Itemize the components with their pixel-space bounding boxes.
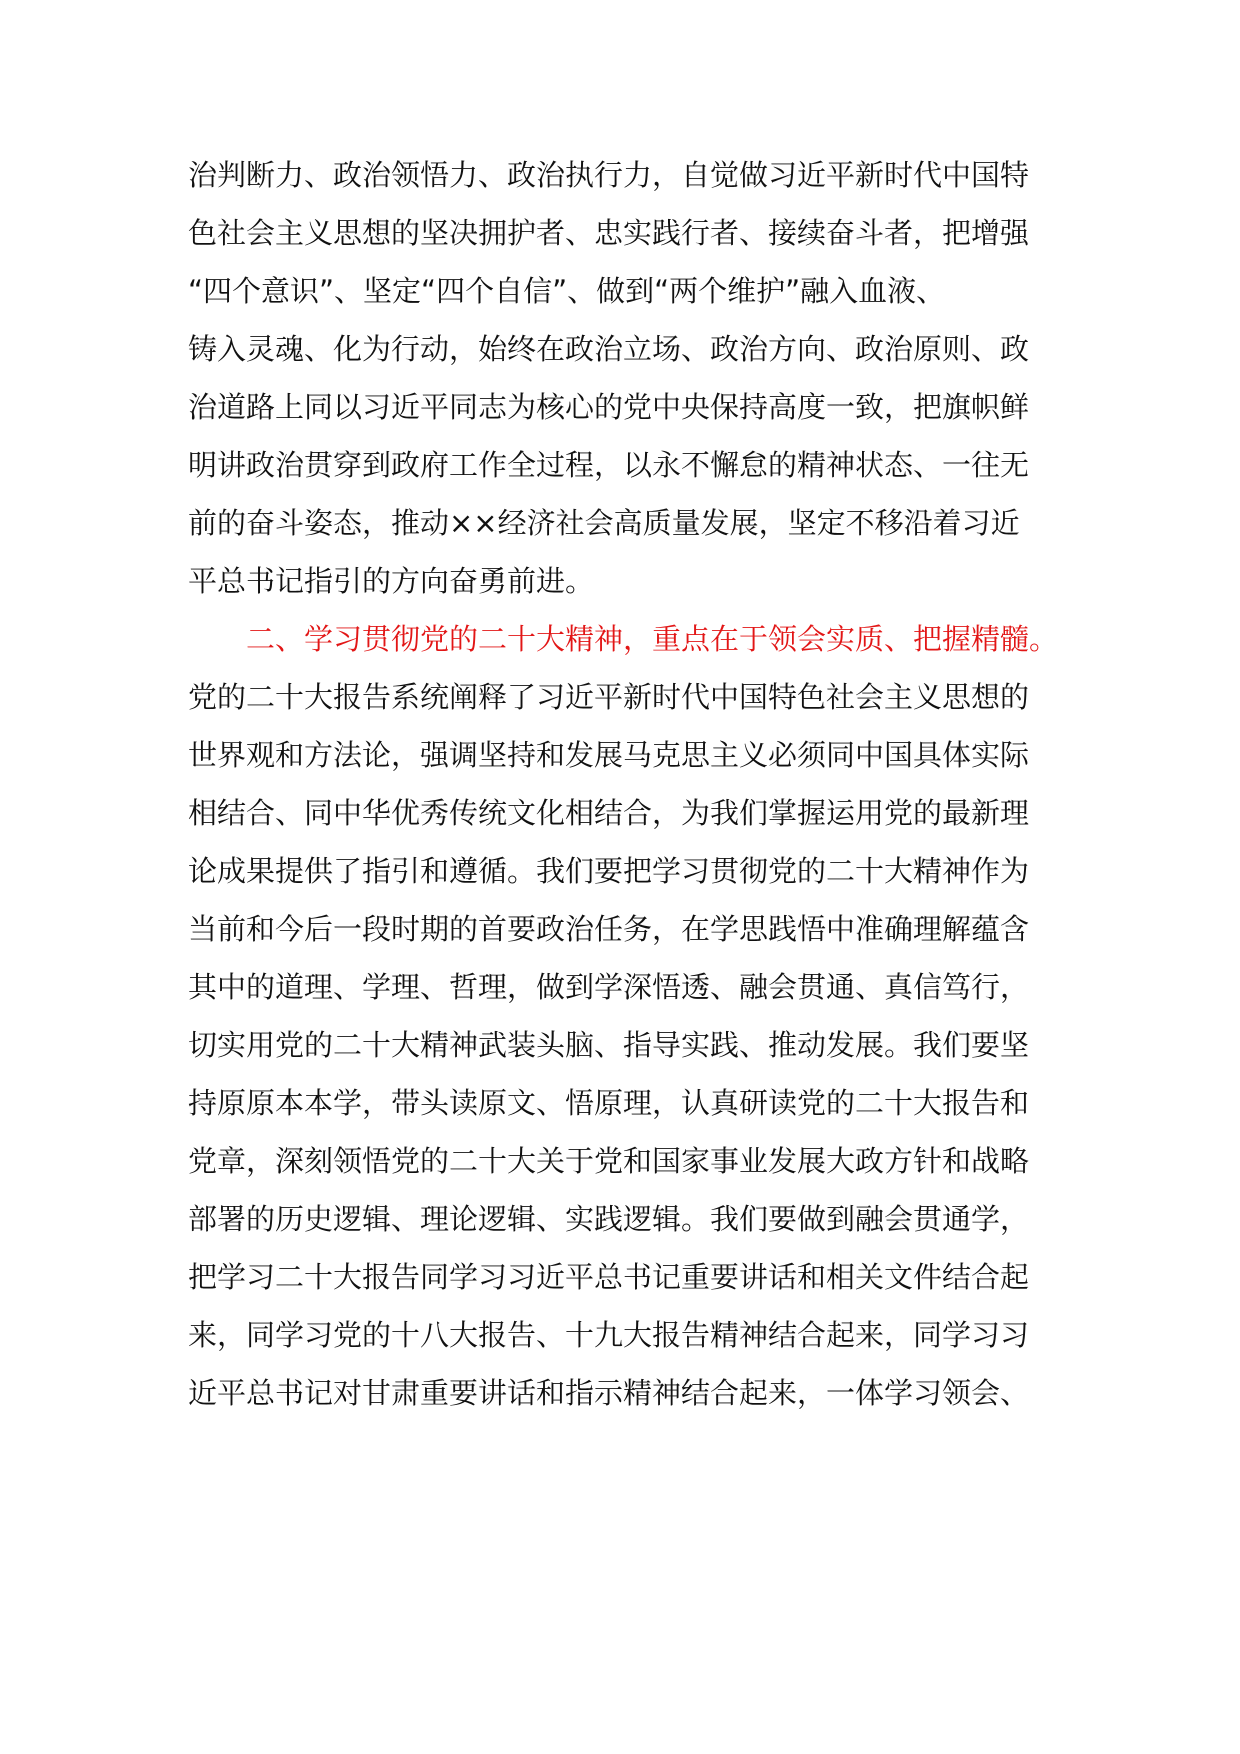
body-line: 党的二十大报告系统阐释了习近平新时代中国特色社会主义思想的 <box>188 680 1030 714</box>
body-line: 党章，深刻领悟党的二十大关于党和国家事业发展大政方针和战略 <box>188 1144 1030 1178</box>
body-line: 其中的道理、学理、哲理，做到学深悟透、融会贯通、真信笃行， <box>188 970 1030 1004</box>
body-line: 当前和今后一段时期的首要政治任务，在学思践悟中准确理解蕴含 <box>188 912 1030 946</box>
body-line: 平总书记指引的方向奋勇前进。 <box>188 564 595 598</box>
body-line: 色社会主义思想的坚决拥护者、忠实践行者、接续奋斗者，把增强 <box>188 216 1030 250</box>
body-line: 近平总书记对甘肃重要讲话和指示精神结合起来，一体学习领会、 <box>188 1376 1030 1410</box>
body-line: 铸入灵魂、化为行动，始终在政治立场、政治方向、政治原则、政 <box>188 332 1030 366</box>
body-line: 治道路上同以习近平同志为核心的党中央保持高度一致，把旗帜鲜 <box>188 390 1030 424</box>
body-line: 前的奋斗姿态，推动××经济社会高质量发展，坚定不移沿着习近 <box>188 506 1020 540</box>
body-line: 部署的历史逻辑、理论逻辑、实践逻辑。我们要做到融会贯通学， <box>188 1202 1030 1236</box>
body-line: 明讲政治贯穿到政府工作全过程，以永不懈怠的精神状态、一往无 <box>188 448 1030 482</box>
body-line: 论成果提供了指引和遵循。我们要把学习贯彻党的二十大精神作为 <box>188 854 1030 888</box>
body-line: 来，同学习党的十八大报告、十九大报告精神结合起来，同学习习 <box>188 1318 1030 1352</box>
body-line: 切实用党的二十大精神武装头脑、指导实践、推动发展。我们要坚 <box>188 1028 1030 1062</box>
body-line: 治判断力、政治领悟力、政治执行力，自觉做习近平新时代中国特 <box>188 158 1030 192</box>
body-line: 相结合、同中华优秀传统文化相结合，为我们掌握运用党的最新理 <box>188 796 1030 830</box>
body-line: “四个意识”、坚定“四个自信”、做到“两个维护”融入血液、 <box>188 274 946 308</box>
body-line: 世界观和方法论，强调坚持和发展马克思主义必须同中国具体实际 <box>188 738 1030 772</box>
body-line: 持原原本本学，带头读原文、悟原理，认真研读党的二十大报告和 <box>188 1086 1030 1120</box>
section-heading: 二、学习贯彻党的二十大精神，重点在于领会实质、把握精髓。 <box>246 622 1059 656</box>
body-line: 把学习二十大报告同学习习近平总书记重要讲话和相关文件结合起 <box>188 1260 1030 1294</box>
